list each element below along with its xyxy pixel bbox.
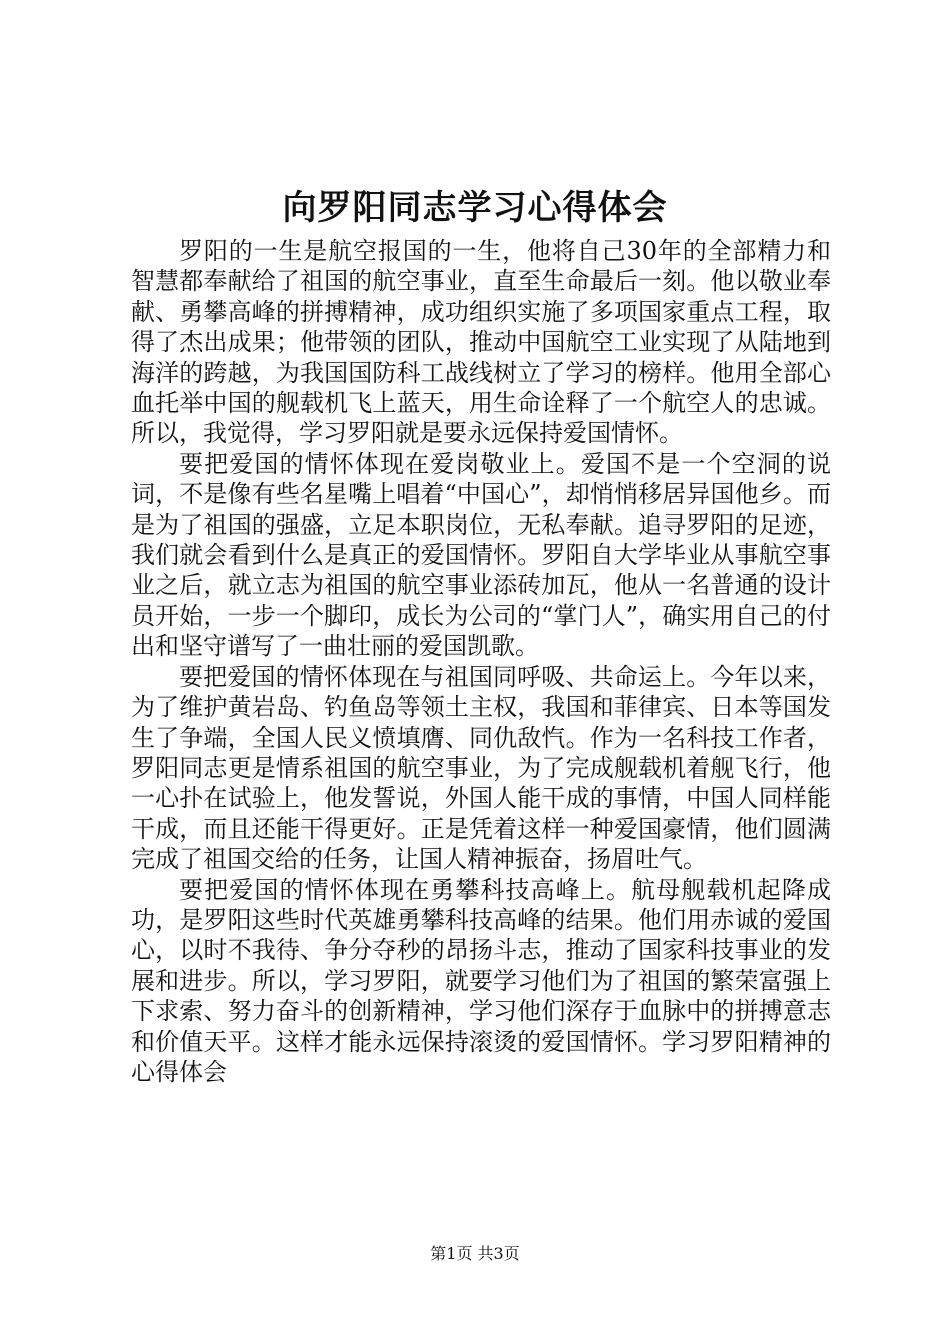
- paragraph-4: 要把爱国的情怀体现在勇攀科技高峰上。航母舰载机起降成功，是罗阳这些时代英雄勇攀科技高峰的结果。他们用赤诚的爱国心，以时不我待、争分夺秒的昂扬斗志，推动了国家科技事业的发展和进步。所以，学习罗阳，就要学习他们为了祖国的繁荣富强上下求索、努力奋斗的创新精神，学习他们深存于血脉中的拼搏意志和价值天平。这样才能永远保持滚烫的爱国情怀。学习罗阳精神的心得体会: [131, 875, 831, 1086]
- paragraph-1: 罗阳的一生是航空报国的一生，他将自己30年的全部精力和智慧都奉献给了祖国的航空事业，直至生命最后一刻。他以敬业奉献、勇攀高峰的拼搏精神，成功组织实施了多项国家重点工程，取得了杰出成果；他带领的团队，推动中国航空工业实现了从陆地到海洋的跨越，为我国国防科工战线树立了学习的榜样。他用全部心血托举中国的舰载机飞上蓝天，用生命诠释了一个航空人的忠诚。所以，我觉得，学习罗阳就是要永远保持爱国情怀。: [131, 237, 831, 448]
- page-footer: 第1页 共3页: [430, 1244, 520, 1263]
- document-title: 向罗阳同志学习心得体会: [282, 188, 668, 228]
- paragraph-2: 要把爱国的情怀体现在爱岗敬业上。爱国不是一个空洞的说词，不是像有些名星嘴上唱着“中国心”，却悄悄移居异国他乡。而是为了祖国的强盛，立足本职岗位，无私奉献。追寻罗阳的足迹，我们就会看到什么是真正的爱国情怀。罗阳自大学毕业从事航空事业之后，就立志为祖国的航空事业添砖加瓦，他从一名普通的设计员开始，一步一个脚印，成长为公司的“掌门人”，确实用自己的付出和坚守谱写了一曲壮丽的爱国凯歌。: [131, 449, 831, 661]
- document-body: [131, 236, 831, 1087]
- paragraph-3: 要把爱国的情怀体现在与祖国同呼吸、共命运上。今年以来，为了维护黄岩岛、钓鱼岛等领土主权，我国和菲律宾、日本等国发生了争端，全国人民义愤填膺、同仇敌忾。作为一名科技工作者，罗阳同志更是情系祖国的航空事业，为了完成舰载机着舰飞行，他一心扑在试验上，他发誓说，外国人能干成的事情，中国人同样能干成，而且还能干得更好。正是凭着这样一种爱国豪情，他们圆满完成了祖国交给的任务，让国人精神振奋，扬眉吐气。: [131, 662, 831, 874]
